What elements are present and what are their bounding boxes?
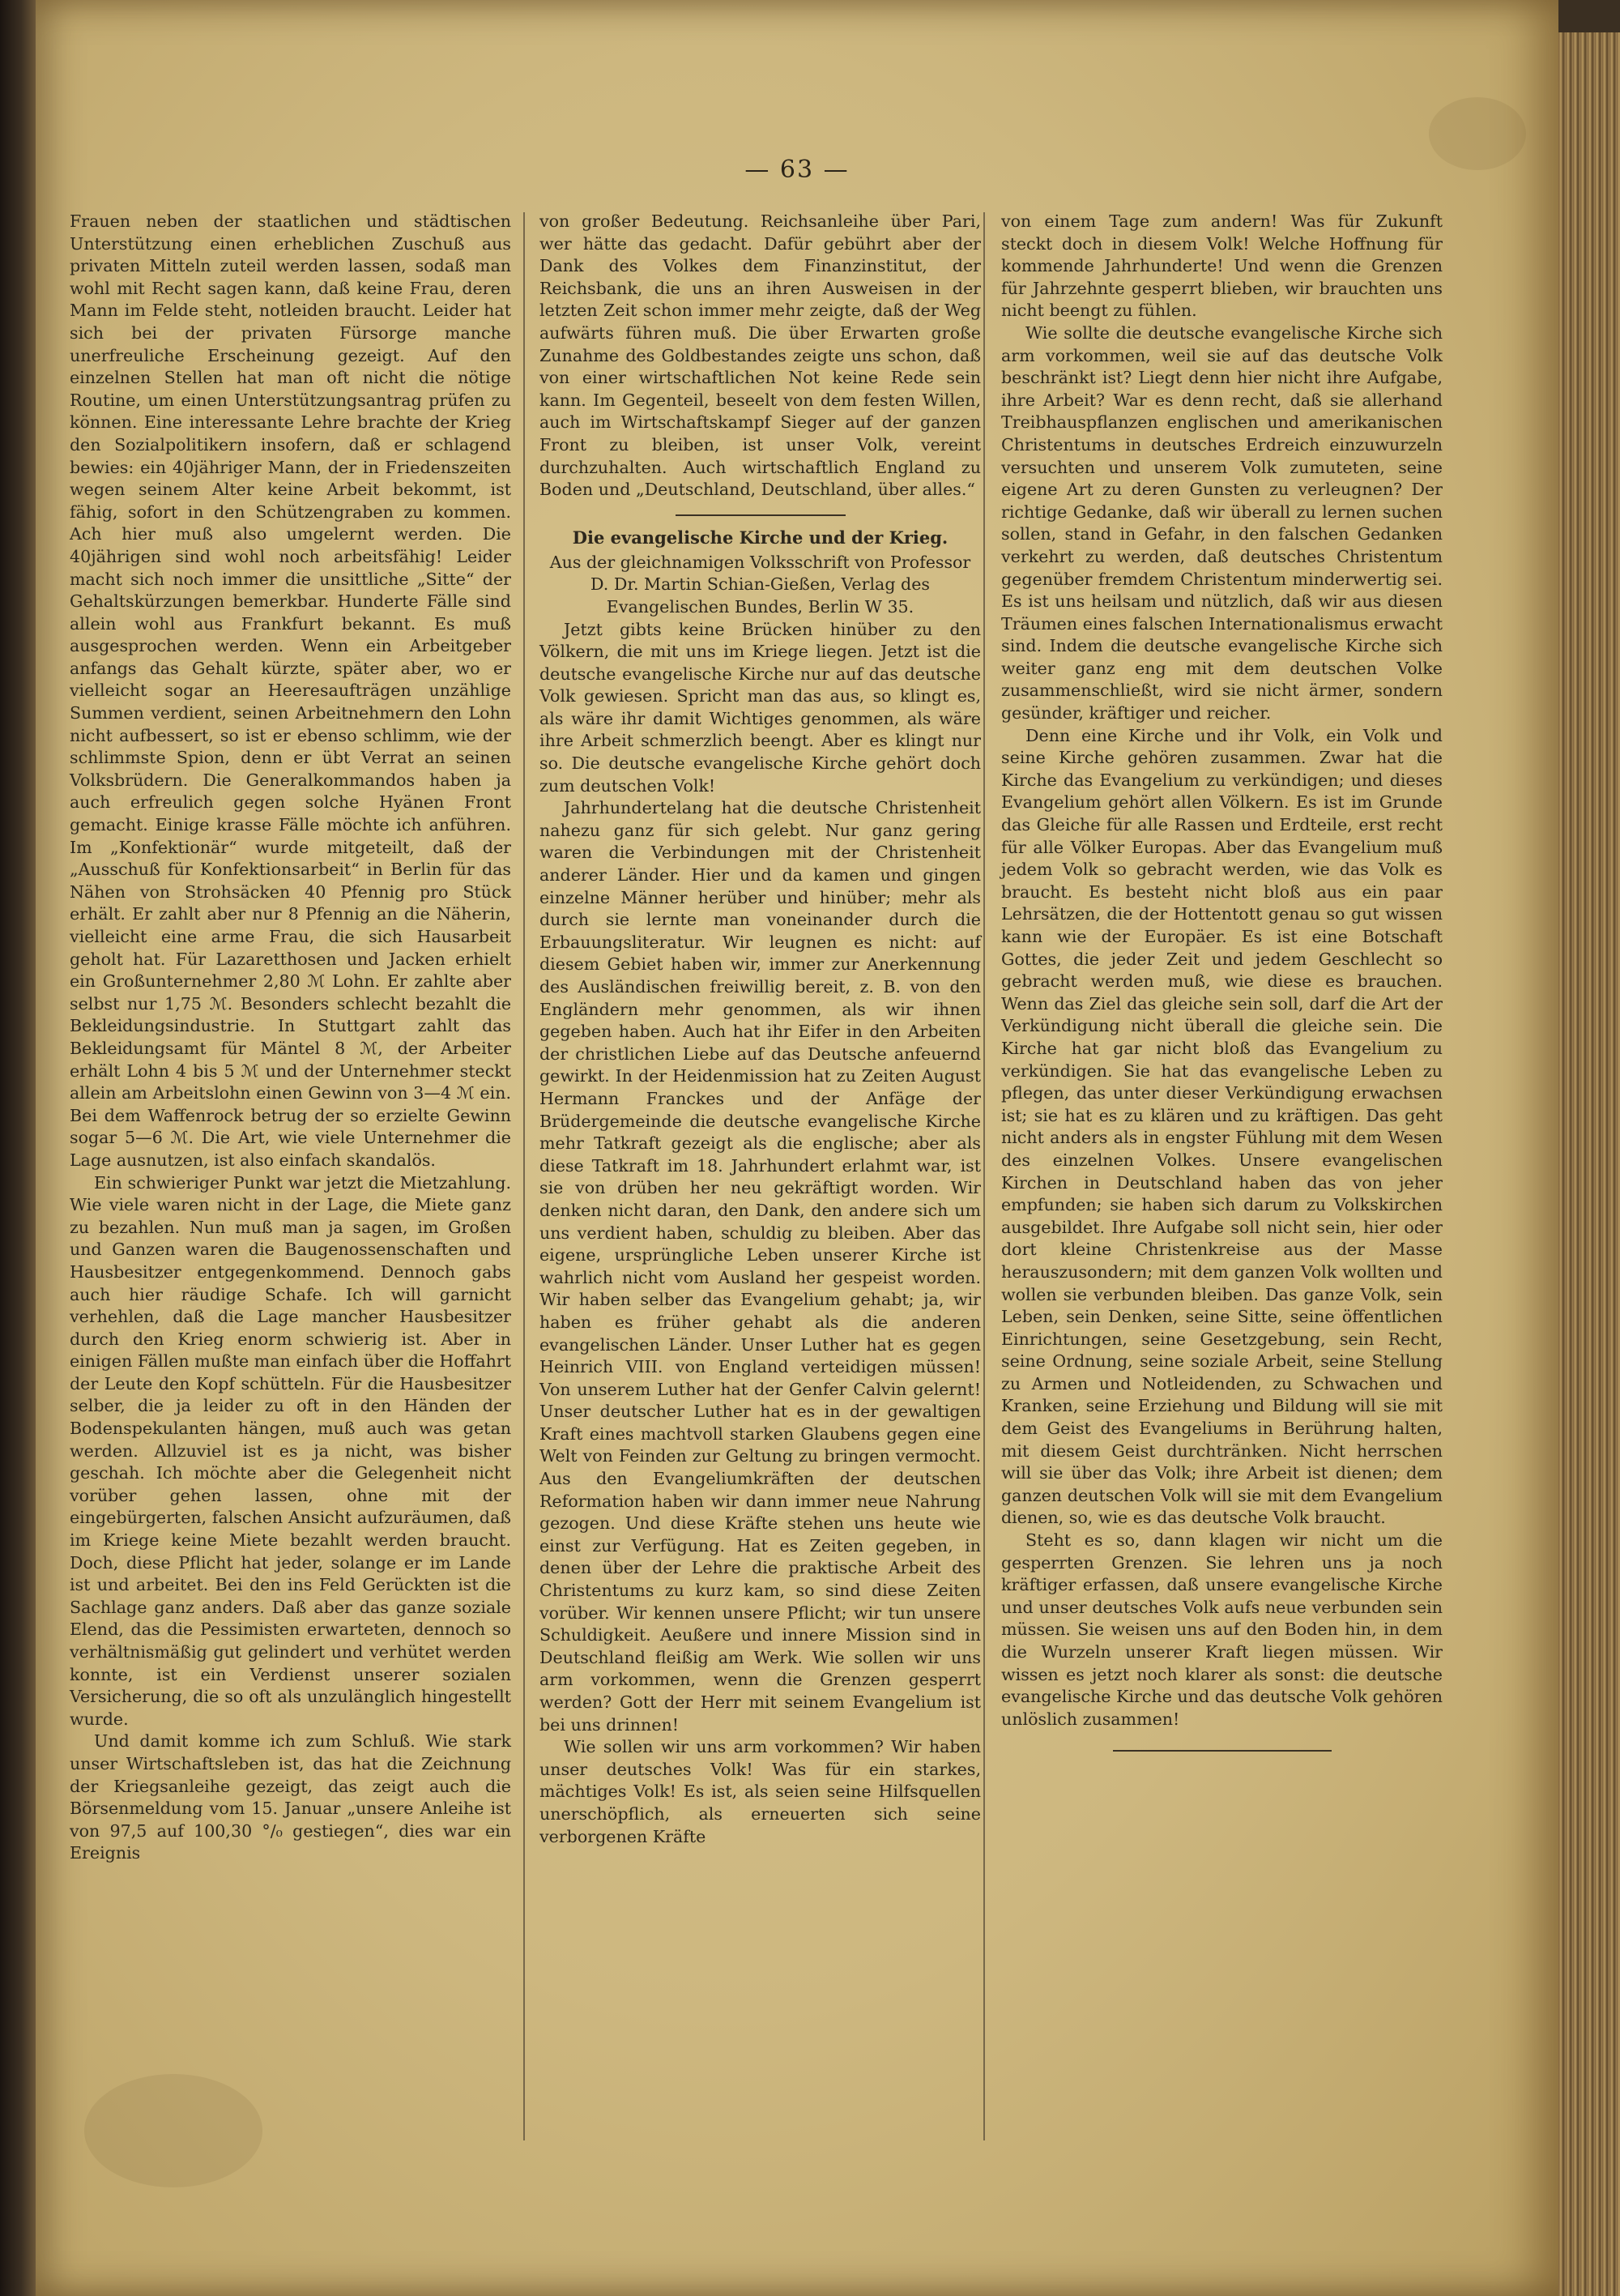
paragraph: Und damit komme ich zum Schluß. Wie stark unser Wirtschaftsleben ist, das hat die Zeichnung der Kriegsanleihe gezeigt, das zeigt auch die Börsenmeldung vom 15. Januar „unsere Anleihe ist von 97,5 auf 100,30 °/₀ gestiegen“, dies war ein Ereignis — [70, 1731, 511, 1863]
column-divider — [523, 212, 525, 2140]
section-separator — [676, 514, 846, 516]
column-divider — [983, 212, 985, 2140]
paragraph: Jetzt gibts keine Brücken hinüber zu den Völkern, die mit uns im Kriege liegen. Jetzt ist die deutsche evangelische Kirche nur auf das deutsche Volk gewiesen. Spricht man das aus, so klingt es, als wäre ihr damit Wichtiges genommen, als wäre ihre Arbeit schmerzlich beengt. Aber es klingt nur so. Die deutsche evangelische Kirche gehört doch zum deutschen Volk! — [539, 619, 981, 796]
paragraph: Wie sollen wir uns arm vorkommen? Wir haben unser deutsches Volk! Was für ein starkes, mächtiges Volk! Es ist, als seien seine Hilfsquellen unerschöpflich, als erneuerten sich seine verborgenen Kräfte — [539, 1737, 981, 1846]
page-edges — [1558, 32, 1620, 2296]
end-rule — [1113, 1750, 1332, 1752]
paragraph: Frauen neben der staatlichen und städtischen Unterstützung einen erheblichen Zuschuß aus privaten Mitteln zuteil werden lassen, sodaß man wohl mit Recht sagen kann, daß keine Frau, deren Mann im Felde steht, notleiden braucht. Leider hat sich bei der privaten Fürsorge manche unerfreuliche Erscheinung gezeigt. Auf den einzelnen Stellen hat man oft nicht die nötige Routine, um einen Unterstützungsantrag prüfen zu können. Eine interessante Lehre brachte der Krieg den Sozialpolitikern insofern, daß er schlagend bewies: ein 40jähriger Mann, der in Friedenszeiten wegen seinem Alter keine Arbeit bekommt, ist fähig, sofort in den Schützengraben zu kommen. Ach hier muß also umgelernt werden. Die 40jährigen sind wohl noch arbeitsfähig! Leider macht sich noch immer die unsittliche „Sitte“ der Gehaltskürzungen bemerkbar. Hunderte Fälle sind allein wohl aus Frankfurt bekannt. Es muß ausgesprochen werden. Wenn ein Arbeitgeber anfangs das Gehalt kürzte, später aber, wo er vielleicht sogar an Heeresaufträgen unzählige Summen verdient, seinen Arbeitnehmern den Lohn nicht aufbessert, so ist er ebenso schlimm, wie der schlimmste Spion, denn er übt Verrat an seinen Volksbrüdern. Die Generalkommandos haben ja auch erfreulich gegen solche Hyänen Front gemacht. Einige krasse Fälle möchte ich anführen. Im „Konfektionär“ wurde mitgeteilt, daß der „Ausschuß für Konfektionsarbeit“ in Berlin für das Nähen von Strohsäcken 40 Pfennig pro Stück erhält. Er zahlt aber nur 8 Pfennig an die Näherin, vielleicht eine arme Frau, die sich Hausarbeit geholt hat. Für Lazaretthosen und Jacken erhielt ein Großunternehmer 2,80 ℳ Lohn. Er zahlte aber selbst nur 1,75 ℳ. Besonders schlecht bezahlt die Bekleidungsindustrie. In Stuttgart zahlt das Bekleidungsamt für Mäntel 8 ℳ, der Arbeiter erhält Lohn 4 bis 5 ℳ und der Unternehmer steckt allein am Arbeitslohn einen Gewinn von 3—4 ℳ ein. Bei dem Waffenrock betrug der so erzielte Gewinn sogar 5—6 ℳ. Die Art, wie viele Unternehmer die Lage ausnutzen, ist also einfach skandalös. — [70, 211, 512, 1170]
scanned-page — [36, 0, 1558, 2296]
paragraph: von einem Tage zum andern! Was für Zukunft steckt doch in diesem Volk! Welche Hoffnung für kommende Jahrhunderte! Und wenn die Grenzen für Jahrzehnte gesperrt blieben, wir brauchten uns nicht beengt zu fühlen. — [1001, 211, 1443, 321]
paragraph: Jahrhundertelang hat die deutsche Christenheit nahezu ganz für sich gelebt. Nur ganz gering waren die Verbindungen mit der Christenheit anderer Länder. Hier und da kamen und gingen einzelne Männer herüber und hinüber; mehr als durch sie lernte man voneinander durch die Erbauungsliteratur. Wir leugnen es nicht: auf diesem Gebiet haben wir, immer zur Anerkennung des Ausländischen freiwillig bereit, z. B. von den Engländern mehr genommen, als wir ihnen gegeben haben. Auch hat ihr Eifer in den Arbeiten der christlichen Liebe auf das Deutsche anfeuernd gewirkt. In der Heidenmission hat zu Zeiten August Hermann Franckes und der Anfäge der Brüdergemeinde die deutsche evangelische Kirche mehr Tatkraft gezeigt als die englische; aber als diese Tatkraft im 18. Jahrhundert erlahmt war, ist sie von drüben her neu gekräftigt worden. Wir denken nicht daran, den Dank, den andere sich um uns verdient haben, schuldig zu bleiben. Aber das eigene, ursprüngliche Leben unserer Kirche ist wahrlich nicht vom Ausland her gespeist worden. Wir haben selber das Evangelium gehabt; ja, wir haben es früher gehabt als die anderen evangelischen Länder. Unser Luther hat es gegen Heinrich VIII. von England verteidigen müssen! Von unserem Luther hat der Genfer Calvin gelernt! Unser deutscher Luther hat es in der gewaltigen Kraft eines machtvoll starken Glaubens gegen eine Welt von Feinden zur Geltung zu bringen vermocht. Aus den Evangeliumkräften der deutschen Reformation haben wir dann immer neue Nahrung gezogen. Und diese Kräfte stehen uns heute wie einst zur Verfügung. Hat es Zeiten gegeben, in denen über der Lehre die praktische Arbeit des Christentums zu kurz kam, so sind diese Zeiten vorüber. Wir kennen unsere Pflicht; wir tun unsere Schuldigkeit. Aeußere und innere Mission sind in Deutschland fleißig am Werk. Wie sollen wir uns arm vorkommen, wenn die Grenzen gesperrt werden? Gott der Herr mit seinem Evangelium ist bei uns drinnen! — [539, 798, 981, 1735]
paragraph: von großer Bedeutung. Reichsanleihe über Pari, wer hätte das gedacht. Dafür gebührt aber der Dank des Volkes dem Finanzinstitut, der Reichsbank, die uns an ihren Ausweisen in der letzten Zeit schon immer mehr zeigte, daß der Weg aufwärts führen muß. Die über Erwarten große Zunahme des Goldbestandes zeigte uns schon, daß von einer wirtschaftlichen Not keine Rede sein kann. Im Gegenteil, beseelt von dem festen Willen, auch im Wirtschaftskampf Sieger auf der ganzen Front zu bleiben, ist unser Volk, vereint durchzuhalten. Auch wirtschaftlich England zu Boden und „Deutschland, Deutschland, über alles.“ — [539, 211, 981, 500]
paragraph: Denn eine Kirche und ihr Volk, ein Volk und seine Kirche gehören zusammen. Zwar hat die Kirche das Evangelium zu verkündigen; und dieses Evangelium gehört allen Völkern. Es ist im Grunde das Gleiche für alle Rassen und Erdteile, erst recht für alle Völker Europas. Aber das Evangelium muß jedem Volk so gebracht werden, wie das Volk es braucht. Es besteht nicht bloß aus ein paar Lehrsätzen, die der Hottentott genau so gut wissen kann wie der Europäer. Es ist eine Botschaft Gottes, die jeder Zeit und jedem Geschlecht so gebracht werden muß, wie diese es brauchen. Wenn das Ziel das gleiche sein soll, darf die Art der Verkündigung nicht überall die gleiche sein. Die Kirche hat gar nicht bloß das Evangelium zu verkündigen. Sie hat das evangelische Leben zu pflegen, das unter dieser Verkündigung erwachsen ist; sie hat es zu klären und zu kräftigen. Das geht nicht anders als in engster Fühlung mit dem Wesen des einzelnen Volkes. Unsere evangelischen Kirchen in Deutschland haben das von jeher empfunden; sie haben sich darum zu Volkskirchen ausgebildet. Ihre Aufgabe soll nicht sein, hier oder dort kleine Christenkreise aus der Masse herauszusondern; mit dem ganzen Volk wollten und wollen sie verbunden bleiben. Das ganze Volk, sein Leben, sein Denken, seine Sitte, seine öffentlichen Einrichtungen, seine Gesetzgebung, sein Recht, seine Ordnung, seine soziale Arbeit, seine Stellung zu Armen und Notleidenden, zu Schwachen und Kranken, seine Erziehung und Bildung will sie mit dem Geist des Evangeliums in Berührung halten, mit diesem Geist durchtränken. Nicht herrschen will sie über das Volk; ihre Arbeit ist dienen; dem ganzen deutschen Volk will sie mit dem Evangelium dienen, so, wie es das deutsche Volk braucht. — [1001, 725, 1443, 1528]
article-heading: Die evangelische Kirche und der Krieg. — [572, 527, 949, 548]
paragraph: Wie sollte die deutsche evangelische Kirche sich arm vorkommen, weil sie auf das deutsche Volk beschränkt ist? Liegt denn hier nicht ihre Aufgabe, ihre Arbeit? War es denn recht, daß sie allerhand Treibhauspflanzen englischen und amerikanischen Christentums in deutsches Erdreich einzuwurzeln versuchten und unserem Volk zumuteten, seine eigene Art zu deren Gunsten zu verleugnen? Der richtige Gedanke, daß wir überall zu lernen suchen sollen, stand in Gefahr, in den falschen Gedanken verkehrt zu werden, daß deutsches Christentum gegenüber fremdem Christentum minderwertig sei. Es ist uns heilsam und nützlich, daß wir aus diesen Träumen eines falschen Internationalismus erwacht sind. Indem die deutsche evangelische Kirche sich weiter ganz eng mit dem deutschen Volke zusammenschließt, wird sie nicht ärmer, sondern gesünder, kräftiger und reicher. — [1001, 322, 1443, 723]
article-source: Aus der gleichnamigen Volksschrift von Professor D. Dr. Martin Schian-Gießen, Verlag des Evangelischen Bundes, Berlin W 35. — [549, 552, 971, 617]
text-column-1 — [70, 211, 511, 1865]
text-column-2 — [539, 211, 981, 1848]
paragraph: Steht es so, dann klagen wir nicht um die gesperrten Grenzen. Sie lehren uns ja noch kräftiger erfassen, daß unsere evangelische Kirche und unser deutsches Volk aufs neue verbunden sein müssen. Sie weisen uns auf den Boden hin, in dem die Wurzeln unserer Kraft liegen müssen. Wir wissen es jetzt noch klarer als sonst: die deutsche evangelische Kirche und das deutsche Volk gehören unlöslich zusammen! — [1001, 1530, 1443, 1729]
stain — [84, 2074, 262, 2187]
book-binding — [0, 0, 36, 2296]
paragraph: Ein schwieriger Punkt war jetzt die Mietzahlung. Wie viele waren nicht in der Lage, die Miete ganz zu bezahlen. Nun muß man ja sagen, im Großen und Ganzen waren die Baugenossenschaften und Hausbesitzer entgegenkommend. Dennoch gabs auch hier räudige Schafe. Ich will garnicht verhehlen, daß die Lage mancher Hausbesitzer durch den Krieg enorm schwierig ist. Aber in einigen Fällen mußte man einfach über die Hoffahrt der Leute den Kopf schütteln. Für die Hausbesitzer selber, die ja leider zu oft in den Händen der Bodenspekulanten hängen, muß auch was getan werden. Allzuviel ist es ja nicht, was bisher geschah. Ich möchte aber die Gelegenheit nicht vorüber gehen lassen, ohne mit der eingebürgerten, falschen Ansicht aufzuräumen, daß im Kriege keine Miete bezahlt werden braucht. Doch, diese Pflicht hat jeder, solange er im Lande ist und arbeitet. Bei den ins Feld Gerückten ist die Sachlage ganz anders. Daß aber das ganze soziale Elend, das die Pessimisten erwarteten, dennoch so verhältnismäßig gut gelindert und verhütet werden konnte, ist ein Verdienst unserer sozialen Versicherung, die so oft als unzulänglich hingestellt wurde. — [70, 1172, 511, 1729]
page-number: — 63 — — [744, 156, 850, 184]
text-column-3 — [1001, 211, 1443, 1752]
